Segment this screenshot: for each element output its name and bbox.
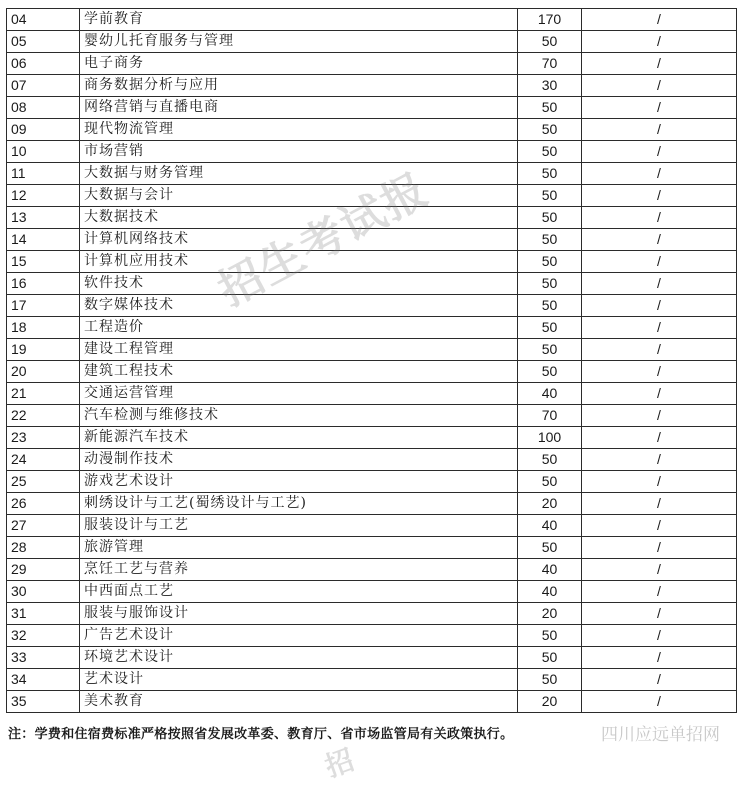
major-name: 环境艺术设计 [80,647,518,669]
major-name: 刺绣设计与工艺(蜀绣设计与工艺) [80,493,518,515]
major-name: 建设工程管理 [80,339,518,361]
remark-cell: / [582,669,737,691]
fee-note: 注：学费和住宿费标准严格按照省发展改革委、教育厅、省市场监管局有关政策执行。 [8,727,514,742]
remark-cell: / [582,53,737,75]
row-number: 05 [7,31,80,53]
row-number: 13 [7,207,80,229]
major-name: 游戏艺术设计 [80,471,518,493]
major-name: 计算机应用技术 [80,251,518,273]
row-number: 08 [7,97,80,119]
major-name: 大数据技术 [80,207,518,229]
remark-cell: / [582,97,737,119]
row-number: 25 [7,471,80,493]
plan-count: 40 [518,581,582,603]
major-name: 数字媒体技术 [80,295,518,317]
major-name: 中西面点工艺 [80,581,518,603]
table-row [7,207,737,229]
row-number: 21 [7,383,80,405]
plan-count: 50 [518,669,582,691]
table-row [7,691,737,713]
major-name: 动漫制作技术 [80,449,518,471]
plan-count: 50 [518,185,582,207]
table-row [7,625,737,647]
remark-cell: / [582,317,737,339]
source-tag: 四川应远单招网 [599,720,722,745]
plan-count: 50 [518,163,582,185]
plan-count: 50 [518,273,582,295]
row-number: 24 [7,449,80,471]
table-row [7,669,737,691]
plan-count: 50 [518,229,582,251]
remark-cell: / [582,229,737,251]
major-name: 交通运营管理 [80,383,518,405]
row-number: 04 [7,9,80,31]
table-row [7,405,737,427]
table-row [7,647,737,669]
major-name: 旅游管理 [80,537,518,559]
remark-cell: / [582,691,737,713]
majors-table [6,8,737,713]
major-name: 大数据与财务管理 [80,163,518,185]
plan-count: 70 [518,53,582,75]
row-number: 14 [7,229,80,251]
row-number: 33 [7,647,80,669]
remark-cell: / [582,119,737,141]
row-number: 28 [7,537,80,559]
remark-cell: / [582,273,737,295]
major-name: 工程造价 [80,317,518,339]
row-number: 26 [7,493,80,515]
row-number: 19 [7,339,80,361]
row-number: 07 [7,75,80,97]
row-number: 20 [7,361,80,383]
row-number: 18 [7,317,80,339]
remark-cell: / [582,603,737,625]
plan-count: 50 [518,647,582,669]
plan-count: 50 [518,97,582,119]
row-number: 23 [7,427,80,449]
plan-count: 30 [518,75,582,97]
major-name: 建筑工程技术 [80,361,518,383]
plan-count: 50 [518,339,582,361]
table-row [7,295,737,317]
majors-table-body [7,9,737,713]
table-row [7,471,737,493]
remark-cell: / [582,163,737,185]
major-name: 网络营销与直播电商 [80,97,518,119]
major-name: 大数据与会计 [80,185,518,207]
remark-cell: / [582,515,737,537]
plan-count: 170 [518,9,582,31]
plan-count: 50 [518,317,582,339]
major-name: 软件技术 [80,273,518,295]
row-number: 35 [7,691,80,713]
plan-count: 50 [518,625,582,647]
major-name: 学前教育 [80,9,518,31]
remark-cell: / [582,185,737,207]
major-name: 美术教育 [80,691,518,713]
remark-cell: / [582,207,737,229]
row-number: 06 [7,53,80,75]
remark-cell: / [582,537,737,559]
plan-count: 20 [518,493,582,515]
major-name: 服装设计与工艺 [80,515,518,537]
row-number: 29 [7,559,80,581]
row-number: 11 [7,163,80,185]
remark-cell: / [582,31,737,53]
table-row [7,339,737,361]
plan-count: 50 [518,207,582,229]
remark-cell: / [582,9,737,31]
row-number: 10 [7,141,80,163]
table-row [7,31,737,53]
row-number: 32 [7,625,80,647]
table-row [7,383,737,405]
row-number: 30 [7,581,80,603]
remark-cell: / [582,449,737,471]
plan-count: 20 [518,691,582,713]
table-row [7,273,737,295]
table-row [7,581,737,603]
table-row [7,141,737,163]
row-number: 27 [7,515,80,537]
remark-cell: / [582,427,737,449]
row-number: 15 [7,251,80,273]
remark-cell: / [582,339,737,361]
row-number: 34 [7,669,80,691]
table-row [7,361,737,383]
table-row [7,97,737,119]
major-name: 计算机网络技术 [80,229,518,251]
row-number: 22 [7,405,80,427]
remark-cell: / [582,647,737,669]
table-row [7,163,737,185]
major-name: 新能源汽车技术 [80,427,518,449]
major-name: 服装与服饰设计 [80,603,518,625]
plan-count: 50 [518,537,582,559]
plan-count: 50 [518,449,582,471]
major-name: 汽车检测与维修技术 [80,405,518,427]
remark-cell: / [582,75,737,97]
table-row [7,229,737,251]
plan-count: 50 [518,471,582,493]
table-row [7,537,737,559]
table-row [7,119,737,141]
table-row [7,53,737,75]
row-number: 31 [7,603,80,625]
major-name: 市场营销 [80,141,518,163]
table-row [7,185,737,207]
plan-count: 40 [518,515,582,537]
plan-count: 40 [518,383,582,405]
remark-cell: / [582,581,737,603]
remark-cell: / [582,559,737,581]
remark-cell: / [582,295,737,317]
table-row [7,449,737,471]
major-name: 商务数据分析与应用 [80,75,518,97]
row-number: 12 [7,185,80,207]
watermark-fragment: 招 [320,743,359,784]
plan-count: 50 [518,361,582,383]
plan-count: 50 [518,119,582,141]
plan-count: 50 [518,31,582,53]
table-row [7,251,737,273]
table-row [7,493,737,515]
table-row [7,9,737,31]
table-row [7,515,737,537]
remark-cell: / [582,493,737,515]
major-name: 婴幼儿托育服务与管理 [80,31,518,53]
remark-cell: / [582,141,737,163]
major-name: 烹饪工艺与营养 [80,559,518,581]
row-number: 17 [7,295,80,317]
plan-count: 50 [518,295,582,317]
major-name: 广告艺术设计 [80,625,518,647]
remark-cell: / [582,471,737,493]
remark-cell: / [582,625,737,647]
enrollment-table-container [6,8,736,713]
watermark-text: 招生考试报 [210,163,438,317]
table-row [7,317,737,339]
table-row [7,75,737,97]
remark-cell: / [582,405,737,427]
table-row [7,427,737,449]
table-row [7,559,737,581]
plan-count: 70 [518,405,582,427]
major-name: 现代物流管理 [80,119,518,141]
major-name: 艺术设计 [80,669,518,691]
row-number: 09 [7,119,80,141]
table-row [7,603,737,625]
remark-cell: / [582,361,737,383]
plan-count: 100 [518,427,582,449]
plan-count: 40 [518,559,582,581]
major-name: 电子商务 [80,53,518,75]
row-number: 16 [7,273,80,295]
remark-cell: / [582,251,737,273]
plan-count: 50 [518,251,582,273]
remark-cell: / [582,383,737,405]
plan-count: 50 [518,141,582,163]
plan-count: 20 [518,603,582,625]
